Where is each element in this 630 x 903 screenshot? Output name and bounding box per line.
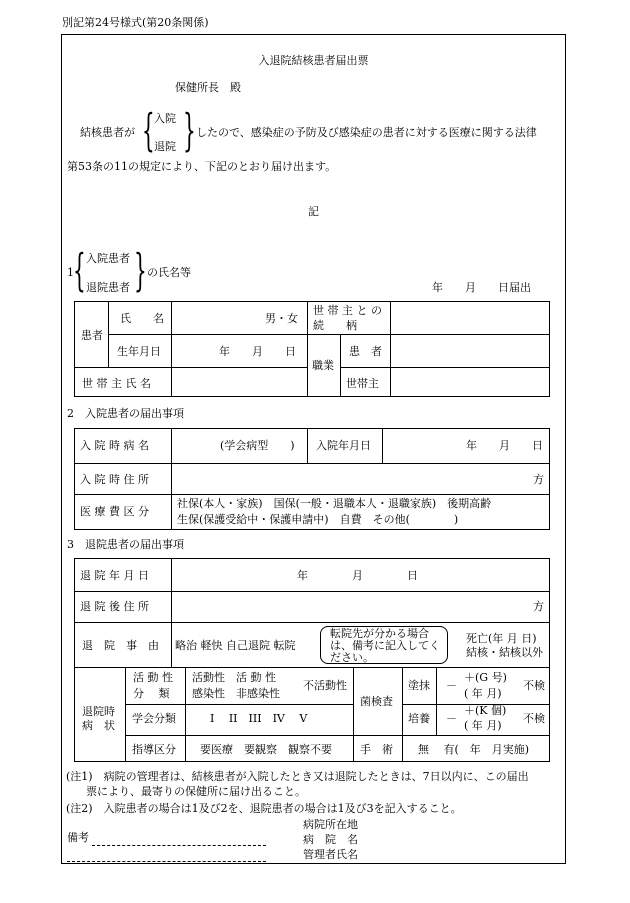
intro-line2: 第53条の11の規定により、下記のとおり届け出ます。 bbox=[67, 160, 337, 173]
activity-label-1: 活 動 性 bbox=[133, 671, 173, 684]
ki-heading: 記 bbox=[308, 205, 319, 218]
section1-number: 1 bbox=[67, 266, 74, 279]
note-1-line1: (注1) 病院の管理者は、結核患者が入院したとき又は退院したときは、7日以内に、この届出 bbox=[66, 770, 529, 783]
guidance-label: 指導区分 bbox=[132, 743, 176, 756]
admission-address-suffix: 方 bbox=[533, 473, 544, 486]
cost-options-line2: 生保(保護受給中・保護申請中) 自費 その他( ) bbox=[177, 513, 459, 526]
remarks-line-1 bbox=[92, 845, 266, 846]
death-option-2: 結核・結核以外 bbox=[466, 646, 543, 659]
dob-label: 生年月日 bbox=[117, 345, 161, 358]
culture-negative: － bbox=[446, 712, 457, 725]
culture-label: 培養 bbox=[408, 712, 430, 725]
note-1-line2: 票により、最寄りの保健所に届け出ること。 bbox=[86, 785, 306, 798]
activity-label-2: 分 類 bbox=[133, 687, 170, 700]
inactive-option: 不活動性 bbox=[303, 679, 347, 692]
admission-date-label: 入院年月日 bbox=[316, 439, 371, 452]
remarks-line-2 bbox=[67, 861, 266, 862]
surgery-options: 無 有( 年 月実施) bbox=[418, 743, 530, 756]
society-class-label: 学会分類 bbox=[132, 712, 176, 725]
culture-not-tested: 不検 bbox=[523, 712, 545, 725]
intro-suffix: したので、感染症の予防及び感染症の患者に対する医療に関する法律 bbox=[196, 126, 537, 139]
status-label-1: 退院時 bbox=[82, 705, 115, 718]
intro-option-admission: 入院 bbox=[154, 112, 176, 125]
occupation-head-label: 世帯主 bbox=[346, 377, 379, 390]
hospital-address-label: 病院所在地 bbox=[303, 818, 358, 831]
discharge-date-value: 年 月 日 bbox=[297, 569, 418, 582]
admission-date-value: 年 月 日 bbox=[466, 439, 543, 452]
sputum-test-label: 菌検査 bbox=[360, 695, 393, 708]
name-label: 氏 名 bbox=[120, 312, 164, 325]
surgery-label: 手 術 bbox=[360, 743, 393, 756]
addressee: 保健所長 殿 bbox=[175, 81, 241, 94]
intro-option-discharge: 退院 bbox=[154, 140, 176, 153]
smear-negative: － bbox=[446, 679, 457, 692]
section3-heading: 3 退院患者の届出事項 bbox=[67, 538, 184, 551]
smear-positive-2: ( 年 月) bbox=[464, 687, 502, 700]
post-discharge-address-suffix: 方 bbox=[533, 600, 544, 613]
hospital-name-label: 病 院 名 bbox=[303, 833, 358, 846]
discharge-date-label-text: 退 院 年 月 日 bbox=[80, 569, 149, 582]
form-title: 入退院結核患者届出票 bbox=[258, 54, 369, 67]
admission-address-label: 入 院 時 住 所 bbox=[80, 473, 149, 486]
sec1-option-discharged: 退院患者 bbox=[86, 281, 130, 294]
smear-positive-1: ＋(G 号) bbox=[464, 671, 507, 684]
patient-label: 患者 bbox=[81, 329, 103, 342]
dob-value: 年 月 日 bbox=[219, 345, 296, 358]
remarks-label: 備考 bbox=[67, 831, 89, 844]
sec1-option-inpatient: 入院患者 bbox=[86, 252, 130, 265]
report-date: 年 月 日届出 bbox=[432, 281, 531, 294]
open-brace-icon: { bbox=[73, 243, 86, 297]
relation-label-2: 続 柄 bbox=[313, 319, 357, 332]
form-number: 別記第24号様式(第20条関係) bbox=[62, 16, 209, 29]
death-option-1: 死亡(年 月 日) bbox=[466, 632, 537, 645]
transfer-note-3: ださい。 bbox=[330, 651, 374, 664]
hospital-manager-label: 管理者氏名 bbox=[303, 848, 358, 861]
cost-options-line1: 社保(本人・家族) 国保(一般・退職本人・退職家族) 後期高齢 bbox=[177, 497, 492, 510]
intro-prefix: 結核患者が bbox=[80, 126, 135, 139]
admission-diagnosis-label: 入 院 時 病 名 bbox=[80, 439, 149, 452]
culture-positive-1: ＋(K 個) bbox=[464, 704, 507, 717]
discharge-reason-label: 退 院 事 由 bbox=[82, 639, 159, 652]
note-2: (注2) 入院患者の場合は1及び2を、退院患者の場合は1及び3を記入すること。 bbox=[66, 802, 462, 815]
section1-suffix: の氏名等 bbox=[147, 266, 191, 279]
post-discharge-address-label: 退 院 後 住 所 bbox=[80, 600, 149, 613]
guidance-options: 要医療 要観察 観察不要 bbox=[200, 743, 332, 756]
section2-heading: 2 入院患者の届出事項 bbox=[67, 407, 184, 420]
activity-options-1: 活動性 活 動 性 bbox=[192, 671, 276, 684]
smear-not-tested: 不検 bbox=[523, 679, 545, 692]
smear-label: 塗抹 bbox=[408, 679, 430, 692]
close-brace-icon: } bbox=[183, 103, 196, 157]
cost-category-label: 医 療 費 区 分 bbox=[80, 505, 149, 518]
society-type-field: (学会病型 ) bbox=[220, 439, 295, 452]
household-head-name-label: 世 帯 主 氏 名 bbox=[82, 377, 151, 390]
culture-positive-2: ( 年 月) bbox=[464, 719, 502, 732]
status-label-2: 病 状 bbox=[82, 719, 115, 732]
relation-label-1: 世 帯 主 と の bbox=[313, 304, 382, 317]
gender-options: 男・女 bbox=[265, 312, 298, 325]
transfer-note-1: 転院先が分かる場合 bbox=[330, 627, 429, 640]
occupation-label: 職業 bbox=[312, 359, 334, 372]
activity-options-2: 感染性 非感染性 bbox=[192, 687, 280, 700]
occupation-patient-label: 患 者 bbox=[349, 345, 382, 358]
transfer-note-2: は、備考に記入してく bbox=[330, 639, 440, 652]
society-class-options: I II III IV V bbox=[210, 712, 308, 725]
open-brace-icon: { bbox=[142, 103, 155, 157]
discharge-reason-options: 略治 軽快 自己退院 転院 bbox=[175, 639, 296, 652]
close-brace-icon: } bbox=[134, 243, 147, 297]
